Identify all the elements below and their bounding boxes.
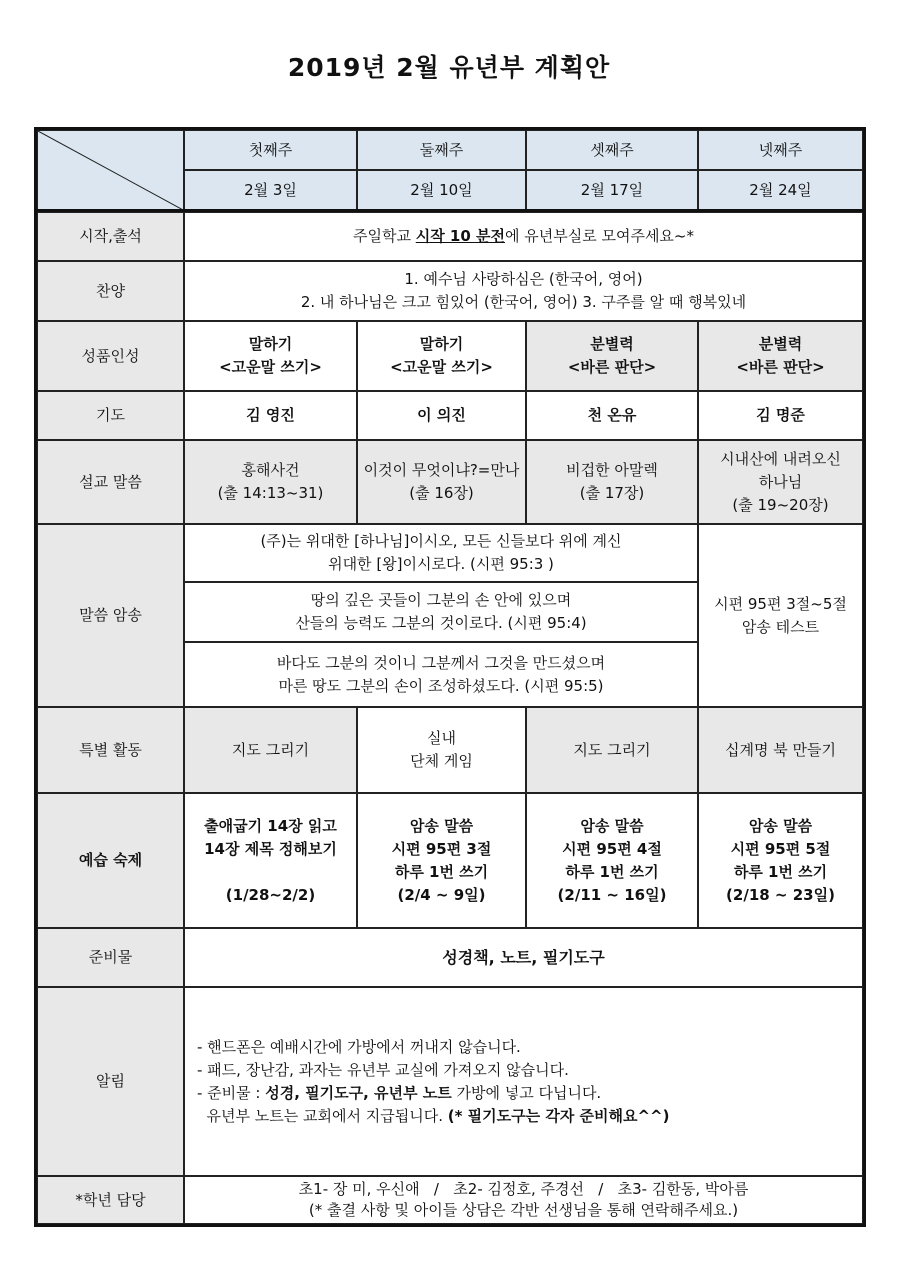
row-label-sermon: 설교 말씀 bbox=[37, 440, 184, 524]
homework-week-1: 출애굽기 14장 읽고 14장 제목 정해보기 (1/28~2/2) bbox=[184, 793, 357, 928]
row-label-attendance: 시작,출석 bbox=[37, 212, 184, 261]
corner-cell bbox=[37, 130, 184, 210]
week-4-label: 넷째주 bbox=[698, 130, 863, 170]
page-title: 2019년 2월 유년부 계획안 bbox=[287, 53, 611, 82]
activity-week-2: 실내 단체 게임 bbox=[357, 707, 526, 793]
prayer-week-3: 천 온유 bbox=[526, 391, 698, 440]
memory-verse-3: 바다도 그분의 것이니 그분께서 그것을 만드셨으며 마른 땅도 그분의 손이 조성하셨도다. (시편 95:5) bbox=[184, 642, 698, 707]
sermon-week-1: 홍해사건 (출 14:13~31) bbox=[184, 440, 357, 524]
character-week-1: 말하기 <고운말 쓰기> bbox=[184, 321, 357, 391]
week-2-date: 2월 10일 bbox=[357, 170, 526, 210]
week-1-date: 2월 3일 bbox=[184, 170, 357, 210]
prayer-week-2: 이 의진 bbox=[357, 391, 526, 440]
notice-text bbox=[184, 987, 863, 1176]
homework-week-3: 암송 말씀 시편 95편 4절 하루 1번 쓰기 (2/11 ~ 16일) bbox=[526, 793, 698, 928]
praise-line-1: 1. 예수님 사랑하심은 (한국어, 영어) bbox=[404, 270, 643, 288]
row-label-teachers: *학년 담당 bbox=[37, 1176, 184, 1224]
row-label-praise: 찬양 bbox=[37, 261, 184, 321]
sermon-week-2: 이것이 무엇이냐?=만나 (출 16장) bbox=[357, 440, 526, 524]
row-label-memory: 말씀 암송 bbox=[37, 524, 184, 707]
week-2-label: 둘째주 bbox=[357, 130, 526, 170]
attendance-emphasis: 시작 10 분전 bbox=[415, 227, 505, 245]
week-3-label: 셋째주 bbox=[526, 130, 698, 170]
sermon-week-4: 시내산에 내려오신 하나님 (출 19~20장) bbox=[698, 440, 863, 524]
activity-week-4: 십계명 북 만들기 bbox=[698, 707, 863, 793]
homework-week-2: 암송 말씀 시편 95편 3절 하루 1번 쓰기 (2/4 ~ 9일) bbox=[357, 793, 526, 928]
prayer-week-1: 김 영진 bbox=[184, 391, 357, 440]
praise-line-2: 2. 내 하나님은 크고 힘있어 (한국어, 영어) 3. 구주를 알 때 행복있네 bbox=[300, 293, 747, 311]
row-label-supplies: 준비물 bbox=[37, 928, 184, 987]
praise-songs bbox=[184, 261, 863, 321]
diagonal-line-icon bbox=[38, 131, 184, 210]
notice-line-1: - 핸드폰은 예배시간에 가방에서 꺼내지 않습니다. bbox=[197, 1037, 521, 1056]
row-label-notice: 알림 bbox=[37, 987, 184, 1176]
memory-test: 시편 95편 3절~5절 암송 테스트 bbox=[698, 524, 863, 707]
week-3-date: 2월 17일 bbox=[526, 170, 698, 210]
week-1-label: 첫째주 bbox=[184, 130, 357, 170]
row-label-homework: 예습 숙제 bbox=[37, 793, 184, 928]
prayer-week-4: 김 명준 bbox=[698, 391, 863, 440]
teachers-line-1: 초1- 장 미, 우신애 / 초2- 김정호, 주경선 / 초3- 김한동, 박아름 bbox=[298, 1180, 749, 1198]
character-week-4: 분별력 <바른 판단> bbox=[698, 321, 863, 391]
notice-line-3: - 준비물 : 성경, 필기도구, 유년부 노트 가방에 넣고 다닙니다. bbox=[197, 1083, 602, 1102]
plan-table bbox=[34, 127, 866, 1227]
attendance-text: 주일학교 시작 10 분전에 유년부실로 모여주세요~* bbox=[184, 212, 863, 261]
homework-week-4: 암송 말씀 시편 95편 5절 하루 1번 쓰기 (2/18 ~ 23일) bbox=[698, 793, 863, 928]
row-label-prayer: 기도 bbox=[37, 391, 184, 440]
row-label-activity: 특별 활동 bbox=[37, 707, 184, 793]
notice-line-2: - 패드, 장난감, 과자는 유년부 교실에 가져오지 않습니다. bbox=[197, 1060, 569, 1079]
teachers-text bbox=[184, 1176, 863, 1224]
character-week-3: 분별력 <바른 판단> bbox=[526, 321, 698, 391]
activity-week-3: 지도 그리기 bbox=[526, 707, 698, 793]
character-week-2: 말하기 <고운말 쓰기> bbox=[357, 321, 526, 391]
memory-verse-1: (주)는 위대한 [하나님]이시오, 모든 신들보다 위에 계신 위대한 [왕]이시로다. (시편 95:3 ) bbox=[184, 524, 698, 582]
row-label-character: 성품인성 bbox=[37, 321, 184, 391]
sermon-week-3: 비겁한 아말렉 (출 17장) bbox=[526, 440, 698, 524]
notice-line-4: 유년부 노트는 교회에서 지급됩니다. (* 필기도구는 각자 준비해요^^) bbox=[197, 1106, 670, 1125]
teachers-line-2: (* 출결 사항 및 아이들 상담은 각반 선생님을 통해 연락해주세요.) bbox=[308, 1201, 739, 1219]
supplies-text: 성경책, 노트, 필기도구 bbox=[184, 928, 863, 987]
activity-week-1: 지도 그리기 bbox=[184, 707, 357, 793]
week-4-date: 2월 24일 bbox=[698, 170, 863, 210]
memory-verse-2: 땅의 깊은 곳들이 그분의 손 안에 있으며 산들의 능력도 그분의 것이로다. (시편 95:4) bbox=[184, 582, 698, 642]
